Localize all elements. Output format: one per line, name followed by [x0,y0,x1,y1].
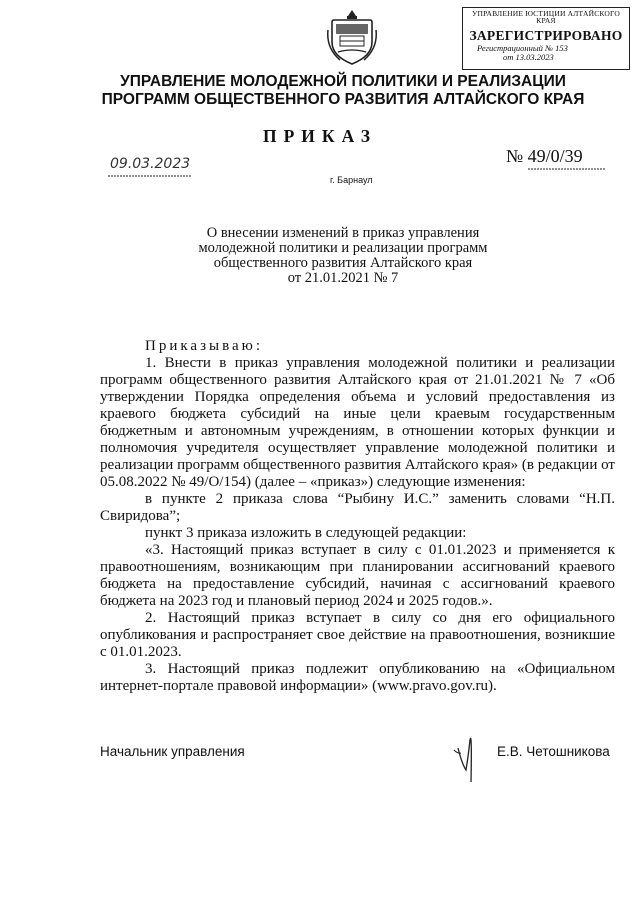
handwritten-date: 09.03.2023 [110,156,191,172]
subject-line3: общественного развития Алтайского края [213,255,473,271]
handwritten-signature [450,720,484,790]
paragraph-1-amendment-b: пункт 3 приказа изложить в следующей редакции: [145,525,467,541]
org-name-line2: ПРОГРАММ ОБЩЕСТВЕННОГО РАЗВИТИЯ АЛТАЙСКОГО КРАЯ [101,91,585,108]
paragraph-1-amendment-a: в пункте 2 приказа слова “Рыбину И.С.” заменить словами “Н.П. Свиридова”; [100,491,615,524]
date-underline [108,174,192,178]
city-label: г. Барнаул [330,175,373,185]
paragraph-1-new-text: «3. Настоящий приказ вступает в силу с 01.01.2023 и применяется к правоотношениям, возникающим при планировании ассигнований краевого бюджета на предоставление субсидий, начиная с ассигнований краевого бюджета на 2023 год и плановый период 2024 и 2025 годов.». [100,542,615,609]
org-name-line1: УПРАВЛЕНИЕ МОЛОДЕЖНОЙ ПОЛИТИКИ И РЕАЛИЗАЦИИ [120,73,566,90]
subject-line1: О внесении изменений в приказ управления [206,225,480,241]
stamp-reg-date: от 13.03.2023 [503,52,554,62]
subject-line4: от 21.01.2021 № 7 [287,270,399,286]
coat-of-arms-icon [326,8,378,68]
subject-line2: молодежной политики и реализации программ [198,240,488,256]
document-type: ПРИКАЗ [262,126,378,146]
signatory-name: Е.В. Четошникова [497,744,610,759]
stamp-reg-number: Регистрационный № 153 [477,43,568,53]
paragraph-1: 1. Внести в приказ управления молодежной политики и реализации программ общественного развития Алтайского края от 21.01.2021 № 7 «Об утверждении Порядка определения объема и условий предоставления из краевого бюджета субсидий на иные цели краевым государственным бюджетным и автономным учреждениям, в отношении которых функции и полномочия учредителя осуществляет управление молодежной политики и реализации программ общественного развития Алтайского края» (в редакции от 05.08.2022 № 49/О/154) (далее – «приказ») следующие изменения: [100,355,615,490]
number-underline [528,167,606,171]
stamp-authority: УПРАВЛЕНИЕ ЮСТИЦИИ АЛТАЙСКОГО КРАЯ [471,9,620,25]
paragraph-3: 3. Настоящий приказ подлежит опубликованию на «Официальном интернет-портале правовой информации» (www.pravo.gov.ru). [100,661,615,694]
paragraph-2: 2. Настоящий приказ вступает в силу со дня его официального опубликования и распространяет свое действие на правоотношения, возникшие с 01.01.2023. [100,610,615,660]
registration-stamp [462,7,630,70]
document-body [100,338,615,695]
signatory-position: Начальник управления [100,744,245,759]
stamp-status: ЗАРЕГИСТРИРОВАНО [469,28,623,43]
handwritten-number: № 49/0/39 [506,146,583,166]
order-intro: Приказываю: [145,338,263,354]
